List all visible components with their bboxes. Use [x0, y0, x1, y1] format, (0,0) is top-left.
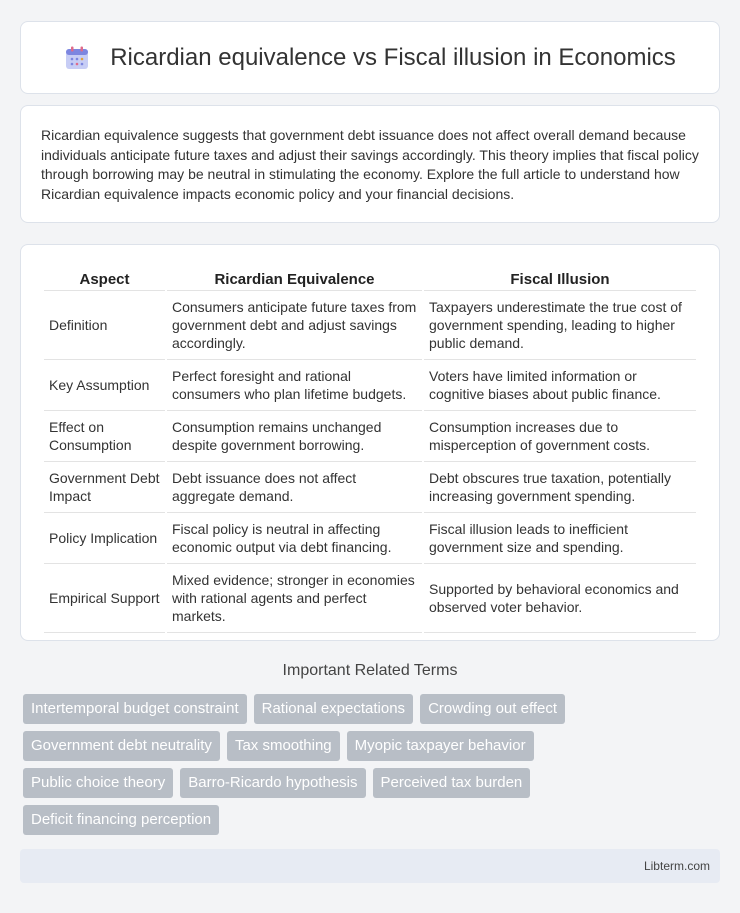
tag-rational-expectations[interactable]: Rational expectations — [254, 694, 413, 724]
row-fiscal: Consumption increases due to misperception of government costs. — [424, 411, 696, 462]
intro-card — [20, 105, 720, 223]
row-aspect: Policy Implication — [44, 513, 165, 564]
row-ricardian: Debt issuance does not affect aggregate demand. — [167, 462, 422, 513]
related-terms-title: Important Related Terms — [282, 662, 458, 679]
row-aspect: Effect on Consumption — [44, 411, 165, 462]
table-row — [44, 291, 696, 360]
tag-row — [23, 694, 723, 724]
comparison-table-card — [20, 244, 720, 641]
tag-tax-smoothing[interactable]: Tax smoothing — [227, 731, 340, 761]
row-ricardian: Consumers anticipate future taxes from government debt and adjust savings accordingly. — [167, 291, 422, 360]
row-fiscal: Taxpayers underestimate the true cost of government spending, leading to higher public demand. — [424, 291, 696, 360]
calendar-icon — [64, 45, 90, 71]
tag-row — [23, 805, 723, 835]
intro-text: Ricardian equivalence suggests that government debt issuance does not affect overall demand because individuals anticipate future taxes and adjust their savings accordingly. This theory implies that fiscal policy through borrowing may be neutral in stimulating the economy. Explore the full article to understand how Ricardian equivalence impacts economic policy and your financial decisions. — [41, 127, 699, 202]
footer-brand[interactable]: Libterm.com — [643, 859, 710, 873]
comparison-table — [42, 265, 698, 633]
row-fiscal: Fiscal illusion leads to inefficient government size and spending. — [424, 513, 696, 564]
table-row — [44, 462, 696, 513]
tag-intertemporal-budget-constraint[interactable]: Intertemporal budget constraint — [23, 694, 247, 724]
page-title: Ricardian equivalence vs Fiscal illusion in Economics — [110, 43, 676, 71]
tag-row — [23, 731, 723, 761]
row-ricardian: Perfect foresight and rational consumers who plan lifetime budgets. — [167, 360, 422, 411]
row-fiscal: Voters have limited information or cognitive biases about public finance. — [424, 360, 696, 411]
tag-deficit-financing-perception[interactable]: Deficit financing perception — [23, 805, 219, 835]
tag-government-debt-neutrality[interactable]: Government debt neutrality — [23, 731, 220, 761]
header-card — [20, 21, 720, 94]
row-aspect: Government Debt Impact — [44, 462, 165, 513]
row-fiscal: Supported by behavioral economics and observed voter behavior. — [424, 564, 696, 633]
row-ricardian: Consumption remains unchanged despite government borrowing. — [167, 411, 422, 462]
footer — [20, 849, 720, 883]
row-aspect: Definition — [44, 291, 165, 360]
header-fiscal: Fiscal Illusion — [424, 265, 696, 291]
tag-public-choice-theory[interactable]: Public choice theory — [23, 768, 173, 798]
tag-row — [23, 768, 723, 798]
tag-crowding-out-effect[interactable]: Crowding out effect — [420, 694, 565, 724]
row-aspect: Empirical Support — [44, 564, 165, 633]
table-row — [44, 513, 696, 564]
table-row — [44, 564, 696, 633]
table-row — [44, 360, 696, 411]
tag-barro-ricardo-hypothesis[interactable]: Barro-Ricardo hypothesis — [180, 768, 365, 798]
row-fiscal: Debt obscures true taxation, potentially increasing government spending. — [424, 462, 696, 513]
related-terms-list — [23, 694, 723, 842]
header-ricardian: Ricardian Equivalence — [167, 265, 422, 291]
header-aspect: Aspect — [44, 265, 165, 291]
row-ricardian: Fiscal policy is neutral in affecting economic output via debt financing. — [167, 513, 422, 564]
tag-myopic-taxpayer-behavior[interactable]: Myopic taxpayer behavior — [347, 731, 534, 761]
row-ricardian: Mixed evidence; stronger in economies with rational agents and perfect markets. — [167, 564, 422, 633]
tag-perceived-tax-burden[interactable]: Perceived tax burden — [373, 768, 531, 798]
row-aspect: Key Assumption — [44, 360, 165, 411]
table-header-row — [44, 265, 696, 291]
table-row — [44, 411, 696, 462]
